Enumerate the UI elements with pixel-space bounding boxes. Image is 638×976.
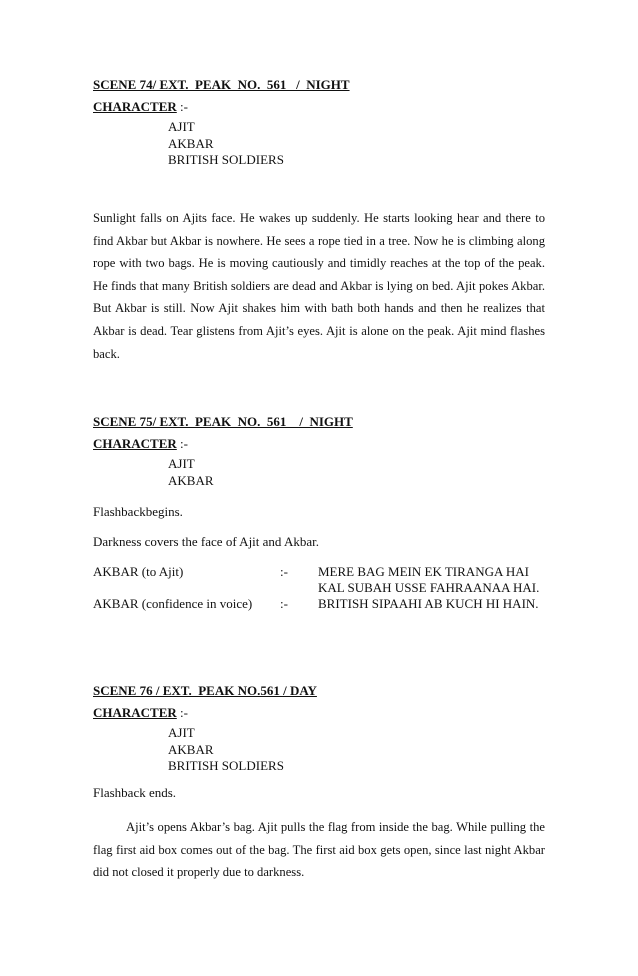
scene-76-character-list bbox=[168, 725, 284, 775]
dialogue-line: KAL SUBAH USSE FAHRAANAA HAI. bbox=[318, 580, 540, 595]
scene-76-heading: SCENE 76 / EXT. PEAK NO.561 / DAY bbox=[93, 683, 317, 698]
dialogue-speaker: AKBAR (confidence in voice) bbox=[93, 596, 253, 611]
scene-75-heading: SCENE 75/ EXT. PEAK NO. 561 / NIGHT bbox=[93, 414, 353, 429]
character-name: AKBAR bbox=[168, 135, 214, 151]
scene-76-character-label bbox=[93, 705, 188, 721]
dialogue-line: MERE BAG MEIN EK TIRANGA HAI bbox=[318, 564, 530, 579]
scene-76-flashback-ends: Flashback ends. bbox=[93, 785, 177, 800]
scene-74-character-label bbox=[93, 99, 188, 115]
character-label-text: CHARACTER bbox=[93, 436, 177, 451]
character-name: AJIT bbox=[168, 725, 195, 740]
character-label-text: CHARACTER bbox=[93, 99, 177, 114]
scene-75-character-label bbox=[93, 436, 188, 452]
character-name: AKBAR bbox=[168, 472, 214, 488]
character-name: AJIT bbox=[168, 119, 195, 134]
scene-75-action-line: Darkness covers the face of Ajit and Akbar. bbox=[93, 534, 319, 549]
dialogue-separator: :- bbox=[280, 564, 288, 579]
dialogue-speaker: AKBAR (to Ajit) bbox=[93, 564, 184, 579]
scene-75-flashback-begins: Flashbackbegins. bbox=[93, 504, 183, 519]
character-label-sep: :- bbox=[180, 99, 188, 114]
scene-74-heading: SCENE 74/ EXT. PEAK NO. 561 / NIGHT bbox=[93, 77, 350, 92]
character-label-sep: :- bbox=[180, 705, 188, 720]
dialogue-separator: :- bbox=[280, 596, 288, 611]
character-name: AKBAR bbox=[168, 741, 214, 757]
scene-74-action-paragraph: Sunlight falls on Ajits face. He wakes up suddenly. He starts looking hear and there to find Akbar but Akbar is nowhere. He sees a rope tied in a tree. Now he is climbing along rope with two bags. He is moving cautiously and timidly reaches at the top of the peak. He finds that many British soldiers are dead and Akbar is lying on bed. Ajit pokes Akbar. But Akbar is still. Now Ajit shakes him with bath both hands and then he realizes that Akbar is dead. Tear glistens from Ajit’s eyes. Ajit is alone on the peak. Ajit mind flashes back. bbox=[93, 211, 545, 361]
scene-75-character-list bbox=[168, 456, 214, 489]
scene-74-character-list bbox=[168, 119, 284, 169]
character-name: BRITISH SOLDIERS bbox=[168, 152, 284, 167]
character-label-text: CHARACTER bbox=[93, 705, 177, 720]
character-name: BRITISH SOLDIERS bbox=[168, 758, 284, 773]
scene-76-action-paragraph: Ajit’s opens Akbar’s bag. Ajit pulls the flag from inside the bag. While pulling the flag first aid box comes out of the bag. The first aid box gets open, since last night Akbar did not closed it properly due to darkness. bbox=[93, 820, 545, 880]
character-name: AJIT bbox=[168, 456, 195, 471]
character-label-sep: :- bbox=[180, 436, 188, 451]
dialogue-line: BRITISH SIPAAHI AB KUCH HI HAIN. bbox=[318, 596, 539, 611]
